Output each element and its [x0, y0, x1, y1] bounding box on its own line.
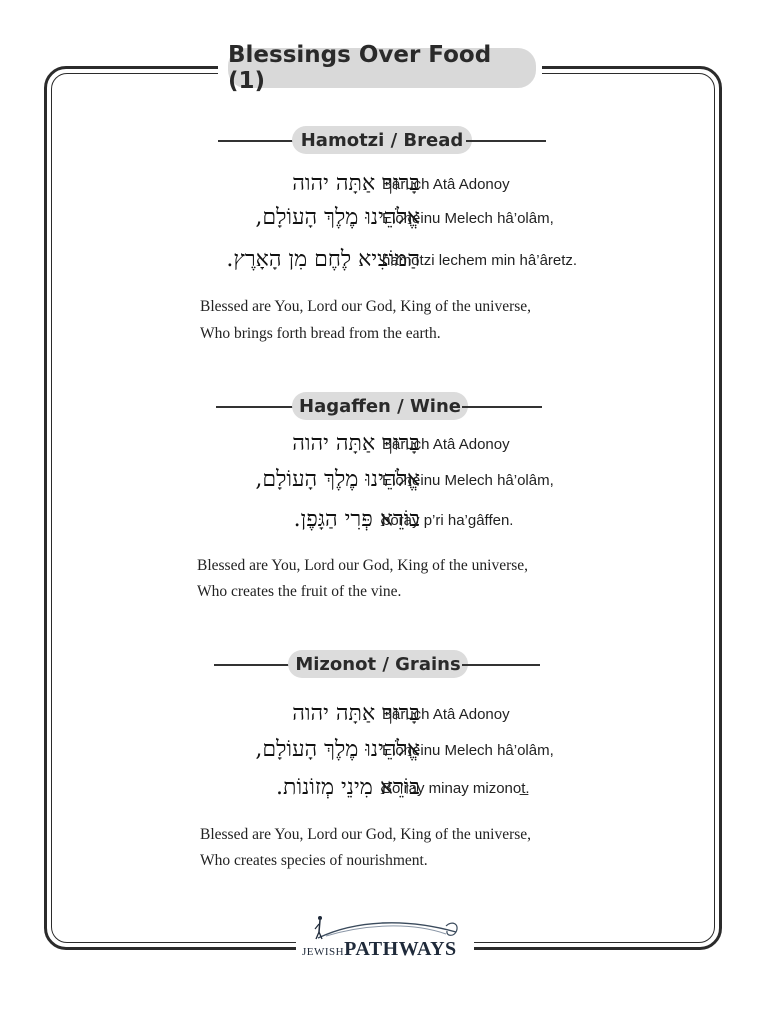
section-hamotzi — [60, 124, 710, 342]
section-title: Mizonot / Grains — [288, 650, 468, 678]
transliteration-text: Bâruch Atâ Adonoy — [382, 176, 510, 193]
blessing-line — [60, 466, 710, 500]
hebrew-text: בָּרוּךְ אַתָּה יהוה — [292, 431, 420, 456]
transliteration-text: Bâruch Atâ Adonoy — [382, 436, 510, 453]
hebrew-text: אֱלֹהֵינוּ מֶלֶךְ הָעוֹלָם, — [255, 467, 420, 492]
logo-small-text: JEWISH — [302, 946, 345, 958]
section-heading — [60, 390, 710, 422]
hebrew-text: אֱלֹהֵינוּ מֶלֶךְ הָעוֹלָם, — [255, 205, 420, 230]
page-title: Blessings Over Food (1) — [226, 46, 538, 90]
section-mizonot — [60, 648, 710, 869]
blessing-line — [60, 700, 710, 734]
section-title: Hamotzi / Bread — [292, 126, 472, 154]
section-hagaffen — [60, 390, 710, 600]
blessing-line — [60, 204, 710, 238]
walking-figure-path-icon — [296, 914, 474, 940]
blessing-line — [60, 506, 710, 540]
hebrew-text: הַמּוֹצִיא לֶחֶם מִן הָאָרֶץ. — [226, 247, 420, 272]
transliteration-text: Eloheinu Melech hâ’olâm, — [382, 742, 554, 759]
transliteration-text: Bo’ray minay mizonot̲. — [382, 780, 530, 797]
section-heading — [60, 648, 710, 680]
logo-wordmark — [302, 938, 457, 961]
translation-line: Blessed are You, Lord our God, King of the universe, — [197, 557, 529, 574]
transliteration-text: Eloheinu Melech hâ’olâm, — [382, 210, 554, 227]
blessing-line — [60, 774, 710, 808]
blessing-line — [60, 430, 710, 464]
blessing-line — [60, 246, 710, 280]
jewish-pathways-logo — [296, 914, 474, 964]
heading-rule-left — [216, 406, 298, 408]
section-title: Hagaffen / Wine — [292, 392, 468, 420]
translation-line: Who brings forth bread from the earth. — [200, 325, 441, 342]
heading-rule-right — [466, 140, 546, 142]
section-heading — [60, 124, 710, 156]
transliteration-text: Eloheinu Melech hâ’olâm, — [382, 472, 554, 489]
hebrew-text: אֱלֹהֵינוּ מֶלֶךְ הָעוֹלָם, — [255, 737, 420, 762]
heading-rule-left — [214, 664, 294, 666]
blessing-line — [60, 170, 710, 204]
translation-line: Blessed are You, Lord our God, King of the universe, — [200, 298, 532, 315]
translation-line: Who creates the fruit of the vine. — [197, 583, 402, 600]
transliteration-text: hamotzi lechem min hâ’âretz. — [382, 252, 578, 269]
translation-line: Blessed are You, Lord our God, King of the universe, — [200, 826, 532, 843]
blessing-line — [60, 736, 710, 770]
hebrew-text: בּוֹרֵא מִינֵי מְזוֹנוֹת. — [276, 775, 420, 800]
transliteration-text: boray p’ri ha’gâffen. — [382, 512, 514, 529]
hebrew-text: בָּרוּךְ אַתָּה יהוה — [292, 701, 420, 726]
heading-rule-right — [462, 664, 540, 666]
translation-line: Who creates species of nourishment. — [200, 852, 428, 869]
hebrew-text: בּוֹרֵא פְּרִי הַגָּפֶן. — [293, 507, 420, 532]
heading-rule-left — [218, 140, 298, 142]
heading-rule-right — [462, 406, 542, 408]
transliteration-text: Bâruch Atâ Adonoy — [382, 706, 510, 723]
hebrew-text: בָּרוּךְ אַתָּה יהוה — [292, 171, 420, 196]
logo-big-text: PATHWAYS — [344, 938, 457, 960]
